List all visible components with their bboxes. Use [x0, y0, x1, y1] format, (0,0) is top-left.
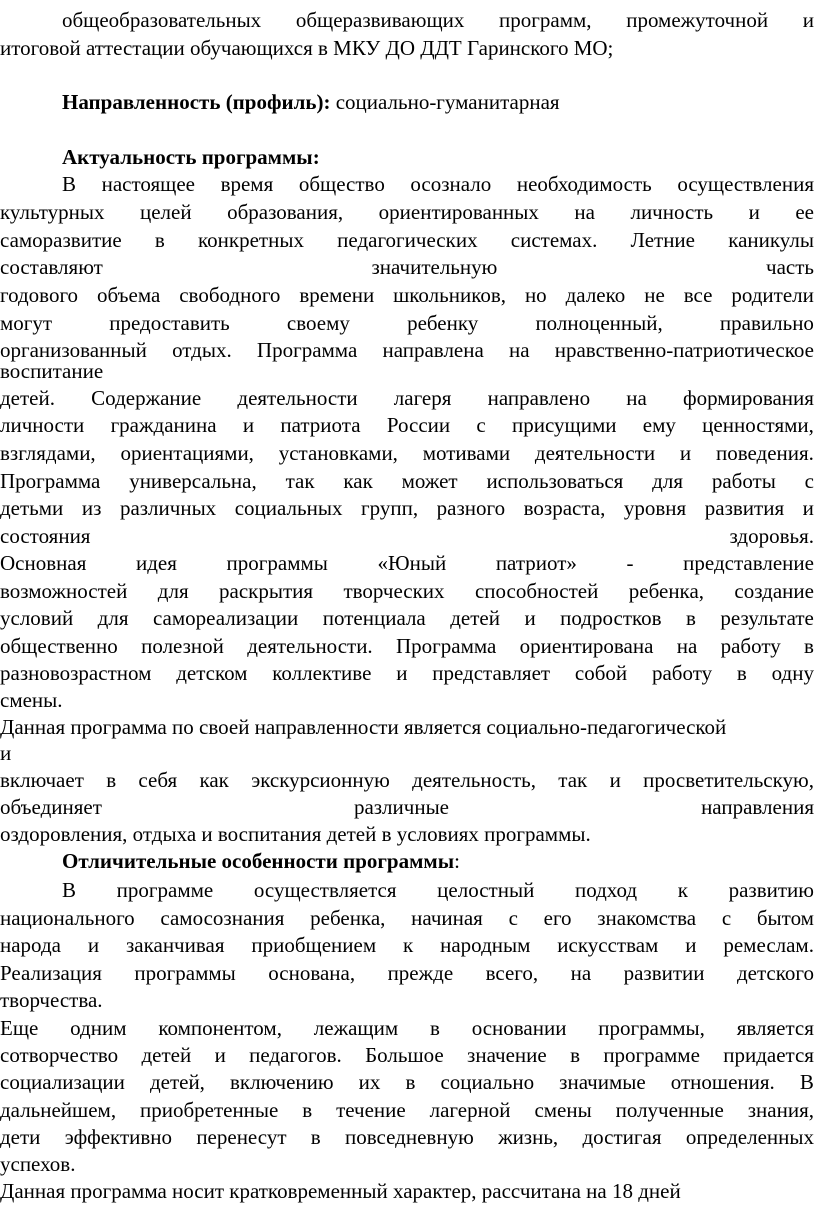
word: возраста,	[523, 496, 606, 520]
word: Программа	[396, 634, 497, 658]
word: в	[106, 768, 117, 792]
word: детского	[736, 961, 814, 985]
word: установками,	[278, 441, 398, 465]
word: работы	[711, 469, 776, 493]
word: осуществляется	[253, 878, 397, 902]
word: ему	[642, 413, 676, 437]
text-line	[0, 904, 814, 933]
word: и	[748, 200, 760, 224]
line-text: оздоровления, отдыха и воспитания детей в условиях программы.	[0, 822, 591, 846]
word: деятельности.	[247, 634, 373, 658]
word: осознало	[410, 172, 492, 196]
word: народа	[0, 933, 61, 957]
word: программе	[116, 878, 214, 902]
text-line	[0, 1177, 816, 1206]
word: из	[81, 496, 102, 520]
word: Основная	[0, 551, 87, 575]
word: на	[509, 338, 530, 362]
word: начиная	[411, 906, 483, 930]
word: ребенка,	[628, 579, 705, 603]
word: время	[220, 172, 274, 196]
word: ориентированных	[378, 200, 539, 224]
word: как	[199, 768, 229, 792]
text-line	[0, 1096, 814, 1125]
line-text: итоговой аттестации обучающихся в МКУ ДО ДДТ Гаринского МО;	[0, 36, 614, 60]
word: Программа	[256, 338, 358, 362]
word: повседневную	[345, 1125, 474, 1149]
word: личности	[0, 413, 85, 437]
word: заканчивая	[126, 933, 225, 957]
word: основании	[471, 1016, 567, 1040]
word: его	[543, 906, 572, 930]
word: могут	[0, 311, 53, 335]
word: школьников,	[393, 283, 506, 307]
word: разновозрастном	[0, 661, 152, 685]
word: и	[685, 933, 697, 957]
word: результате	[720, 606, 814, 630]
word: деятельности	[534, 441, 656, 465]
word: может	[401, 469, 458, 493]
word: предоставить	[109, 311, 230, 335]
word: подростков	[560, 606, 662, 630]
word: в	[302, 1098, 313, 1122]
word: организованный	[0, 338, 147, 362]
word: в	[804, 634, 814, 658]
word: так	[285, 469, 315, 493]
word: детей	[141, 1043, 192, 1067]
word: ценностями,	[702, 413, 814, 437]
word: экскурсионную	[251, 768, 390, 792]
word: -	[626, 551, 634, 575]
word: но	[524, 283, 547, 307]
word: ее	[795, 200, 814, 224]
word: развития	[704, 496, 785, 520]
word: универсальна,	[129, 469, 257, 493]
word: осуществления	[677, 172, 814, 196]
word: просветительскую,	[643, 768, 814, 792]
text-line	[0, 820, 816, 849]
text-line	[0, 309, 814, 338]
word: и	[802, 8, 814, 32]
word: сотворчество	[0, 1043, 119, 1067]
word: различные	[353, 795, 450, 819]
word: для	[97, 606, 129, 630]
word: и	[214, 1043, 226, 1067]
bold-heading: Актуальность программы:	[62, 145, 320, 169]
line-text: и	[0, 741, 12, 765]
word: и	[524, 606, 536, 630]
bold-heading: Отличительные особенности программы	[62, 849, 455, 873]
word: гражданина	[110, 413, 217, 437]
line-text: творчества.	[0, 988, 103, 1012]
word: с	[476, 413, 486, 437]
word: творческих	[343, 579, 445, 603]
word: ребенка,	[310, 906, 386, 930]
text-line	[0, 632, 814, 661]
word: образования,	[227, 200, 344, 224]
word: системах.	[510, 228, 598, 252]
text-line	[0, 659, 814, 688]
word: здоровья.	[729, 524, 814, 548]
word: представление	[683, 551, 814, 575]
word: их	[358, 1070, 381, 1094]
word: лагерной	[429, 1098, 511, 1122]
word: разного	[436, 496, 506, 520]
word: дети	[0, 1125, 41, 1149]
word: деятельности	[237, 386, 358, 410]
word: с	[804, 469, 814, 493]
word: Реализация	[0, 961, 102, 985]
word: общеобразовательных	[62, 8, 262, 32]
word: дальнейшем,	[0, 1098, 117, 1122]
word: В	[62, 878, 77, 902]
word: течение	[336, 1098, 406, 1122]
word: в	[310, 1125, 321, 1149]
word: и	[679, 441, 692, 465]
word: в	[405, 1070, 416, 1094]
word: В	[799, 1070, 814, 1094]
word: настоящее	[101, 172, 195, 196]
word: детей	[450, 606, 500, 630]
word: для	[157, 579, 189, 603]
word: отдых.	[172, 338, 232, 362]
word: и	[242, 413, 255, 437]
word: России	[386, 413, 451, 437]
word: к	[403, 933, 414, 957]
text-line	[62, 170, 814, 199]
word: перенесут	[196, 1125, 287, 1149]
bold-heading: Направленность (профиль):	[62, 90, 331, 114]
text-line	[0, 739, 816, 768]
word: социализации	[0, 1070, 125, 1094]
text-line	[62, 847, 816, 876]
word: подход	[574, 878, 638, 902]
word: конкретных	[198, 228, 304, 252]
word: работу	[651, 661, 713, 685]
word: эффективно	[64, 1125, 173, 1149]
word: коллективе	[272, 661, 372, 685]
word: включает	[0, 768, 84, 792]
word: ориентирована	[519, 634, 654, 658]
word: направлено	[487, 386, 591, 410]
word: Содержание	[91, 386, 202, 410]
word: саморазвитие	[0, 228, 122, 252]
line-text: воспитание	[0, 359, 104, 383]
text-line	[0, 793, 814, 822]
word: детьми	[0, 496, 64, 520]
word: социально	[440, 1070, 535, 1094]
word: педагогов.	[249, 1043, 342, 1067]
word: всего,	[485, 961, 539, 985]
word: детском	[176, 661, 248, 685]
word: лагеря	[393, 386, 452, 410]
word: раскрытия	[219, 579, 314, 603]
text-line	[0, 1123, 814, 1152]
text-line	[0, 713, 816, 742]
word: работу	[720, 634, 781, 658]
word: далеко	[565, 283, 626, 307]
word: в	[686, 606, 696, 630]
word: не	[644, 283, 665, 307]
word: необходимость	[516, 172, 652, 196]
text-line	[0, 411, 814, 440]
word: компонентом,	[158, 1016, 282, 1040]
word: условий	[0, 606, 74, 630]
word: мотивами	[422, 441, 511, 465]
word: родители	[731, 283, 814, 307]
word: на	[676, 634, 698, 658]
word: самореализации	[152, 606, 299, 630]
word: своему	[286, 311, 350, 335]
word: знакомства	[597, 906, 697, 930]
word: так	[558, 768, 588, 792]
word: основана,	[268, 961, 356, 985]
word: социальных	[234, 496, 343, 520]
line-text: Данная программа по своей направленности является социально-педагогической	[0, 715, 727, 739]
word: прежде	[387, 961, 454, 985]
word: собой	[574, 661, 628, 685]
word: является	[736, 1016, 814, 1040]
word: и	[396, 661, 408, 685]
word: одним	[70, 1016, 127, 1040]
word: программ,	[499, 8, 592, 32]
word: культурных	[0, 200, 105, 224]
text-line	[0, 686, 816, 715]
text-line	[0, 959, 814, 988]
word: каникулы	[728, 228, 814, 252]
word: на	[570, 961, 592, 985]
word: включению	[230, 1070, 334, 1094]
word: ориентациями,	[120, 441, 254, 465]
word: значимые	[559, 1070, 646, 1094]
word: групп,	[361, 496, 419, 520]
word: бытом	[756, 906, 814, 930]
word: различных	[119, 496, 217, 520]
word: развитии	[623, 961, 705, 985]
word: Программа	[0, 469, 101, 493]
text-line	[0, 522, 814, 551]
word: патриота	[280, 413, 361, 437]
word: составляют	[0, 255, 103, 279]
word: полезной	[141, 634, 224, 658]
text-line	[0, 1068, 814, 1097]
word: способностей	[474, 579, 599, 603]
word: «Юный	[377, 551, 447, 575]
word: программы	[134, 961, 236, 985]
text-line	[62, 876, 814, 905]
word: на	[626, 386, 647, 410]
word: общество	[298, 172, 385, 196]
word: патриот»	[495, 551, 577, 575]
word: возможностей	[0, 579, 128, 603]
word: В	[62, 172, 77, 196]
word: времени	[299, 283, 375, 307]
text-line	[0, 577, 814, 606]
word: лежащим	[313, 1016, 399, 1040]
text-line	[0, 766, 814, 795]
word: Большое	[365, 1043, 444, 1067]
word: направлена	[382, 338, 484, 362]
word: и	[802, 496, 814, 520]
word: для	[652, 469, 683, 493]
word: взглядами,	[0, 441, 96, 465]
word: формирования	[683, 386, 814, 410]
word: национального	[0, 906, 135, 930]
word: программы	[226, 551, 328, 575]
word: часть	[766, 255, 814, 279]
word: в	[570, 1043, 580, 1067]
word: потенциала	[322, 606, 426, 630]
text-line	[0, 549, 814, 578]
word: жизнь,	[498, 1125, 559, 1149]
text-line	[62, 88, 816, 117]
word: искусствам	[557, 933, 659, 957]
word: создание	[734, 579, 814, 603]
word: с	[508, 906, 518, 930]
text-line	[62, 6, 814, 35]
text-line	[0, 604, 814, 633]
word: одну	[771, 661, 814, 685]
word: придается	[723, 1043, 814, 1067]
word: присущими	[512, 413, 617, 437]
word: смены	[534, 1098, 592, 1122]
text-line	[0, 226, 814, 255]
word: знания,	[747, 1098, 814, 1122]
word: правильно	[719, 311, 814, 335]
text-line	[0, 198, 814, 227]
word: и	[609, 768, 621, 792]
text-line	[0, 986, 816, 1015]
word: приобретенные	[139, 1098, 279, 1122]
word: уровня	[623, 496, 687, 520]
word: направления	[701, 795, 814, 819]
word: как	[343, 469, 373, 493]
text-line	[0, 467, 814, 496]
word: в	[736, 661, 747, 685]
line-text: смены.	[0, 688, 63, 712]
word: приобщением	[251, 933, 377, 957]
text-line	[0, 384, 814, 413]
word: годового	[0, 283, 79, 307]
text-line	[0, 1150, 816, 1179]
word: Еще	[0, 1016, 39, 1040]
word: представляет	[432, 661, 551, 685]
word: поведения.	[715, 441, 814, 465]
word: состояния	[0, 524, 91, 548]
text-line	[0, 34, 816, 63]
word: деятельность,	[412, 768, 536, 792]
text-line	[0, 1041, 814, 1070]
word: нравственно-патриотическое	[554, 338, 814, 362]
text-line	[0, 1014, 814, 1043]
text-line	[0, 253, 814, 282]
word: педагогических	[337, 228, 478, 252]
word: идея	[135, 551, 177, 575]
line-text: социально-гуманитарная	[330, 90, 560, 114]
word: целей	[140, 200, 192, 224]
word: использоваться	[486, 469, 624, 493]
word: детей,	[149, 1070, 205, 1094]
word: развитию	[728, 878, 814, 902]
word: полноценный,	[535, 311, 663, 335]
word: целостный	[437, 878, 535, 902]
word: себя	[138, 768, 178, 792]
word: ребенку	[407, 311, 479, 335]
word: личность	[630, 200, 714, 224]
text-line	[0, 281, 814, 310]
word: детей.	[0, 386, 55, 410]
word: в	[429, 1016, 440, 1040]
word: на	[574, 200, 595, 224]
word: полученные	[615, 1098, 724, 1122]
line-text: Данная программа носит кратковременный характер, рассчитана на 18 дней	[0, 1179, 681, 1203]
word: свободного	[179, 283, 281, 307]
word: объема	[96, 283, 161, 307]
word: определенных	[685, 1125, 814, 1149]
text-line	[0, 439, 814, 468]
word: отношения.	[670, 1070, 775, 1094]
line-text: :	[454, 849, 460, 873]
text-line	[0, 357, 816, 386]
word: народным	[440, 933, 531, 957]
word: самосознания	[160, 906, 285, 930]
word: все	[683, 283, 713, 307]
word: общеразвивающих	[295, 8, 465, 32]
word: значение	[467, 1043, 547, 1067]
word: промежуточной	[626, 8, 769, 32]
text-line	[62, 143, 816, 172]
line-text: успехов.	[0, 1152, 76, 1176]
word: в	[154, 228, 165, 252]
word: программе	[603, 1043, 700, 1067]
word: к	[677, 878, 688, 902]
word: общественно	[0, 634, 118, 658]
word: программы,	[598, 1016, 705, 1040]
word: ремеслам.	[723, 933, 814, 957]
text-line	[0, 931, 814, 960]
word: и	[87, 933, 100, 957]
word: Летние	[630, 228, 695, 252]
word: с	[721, 906, 732, 930]
word: значительную	[371, 255, 498, 279]
word: объединяет	[0, 795, 102, 819]
word: достигая	[582, 1125, 662, 1149]
text-line	[0, 494, 814, 523]
